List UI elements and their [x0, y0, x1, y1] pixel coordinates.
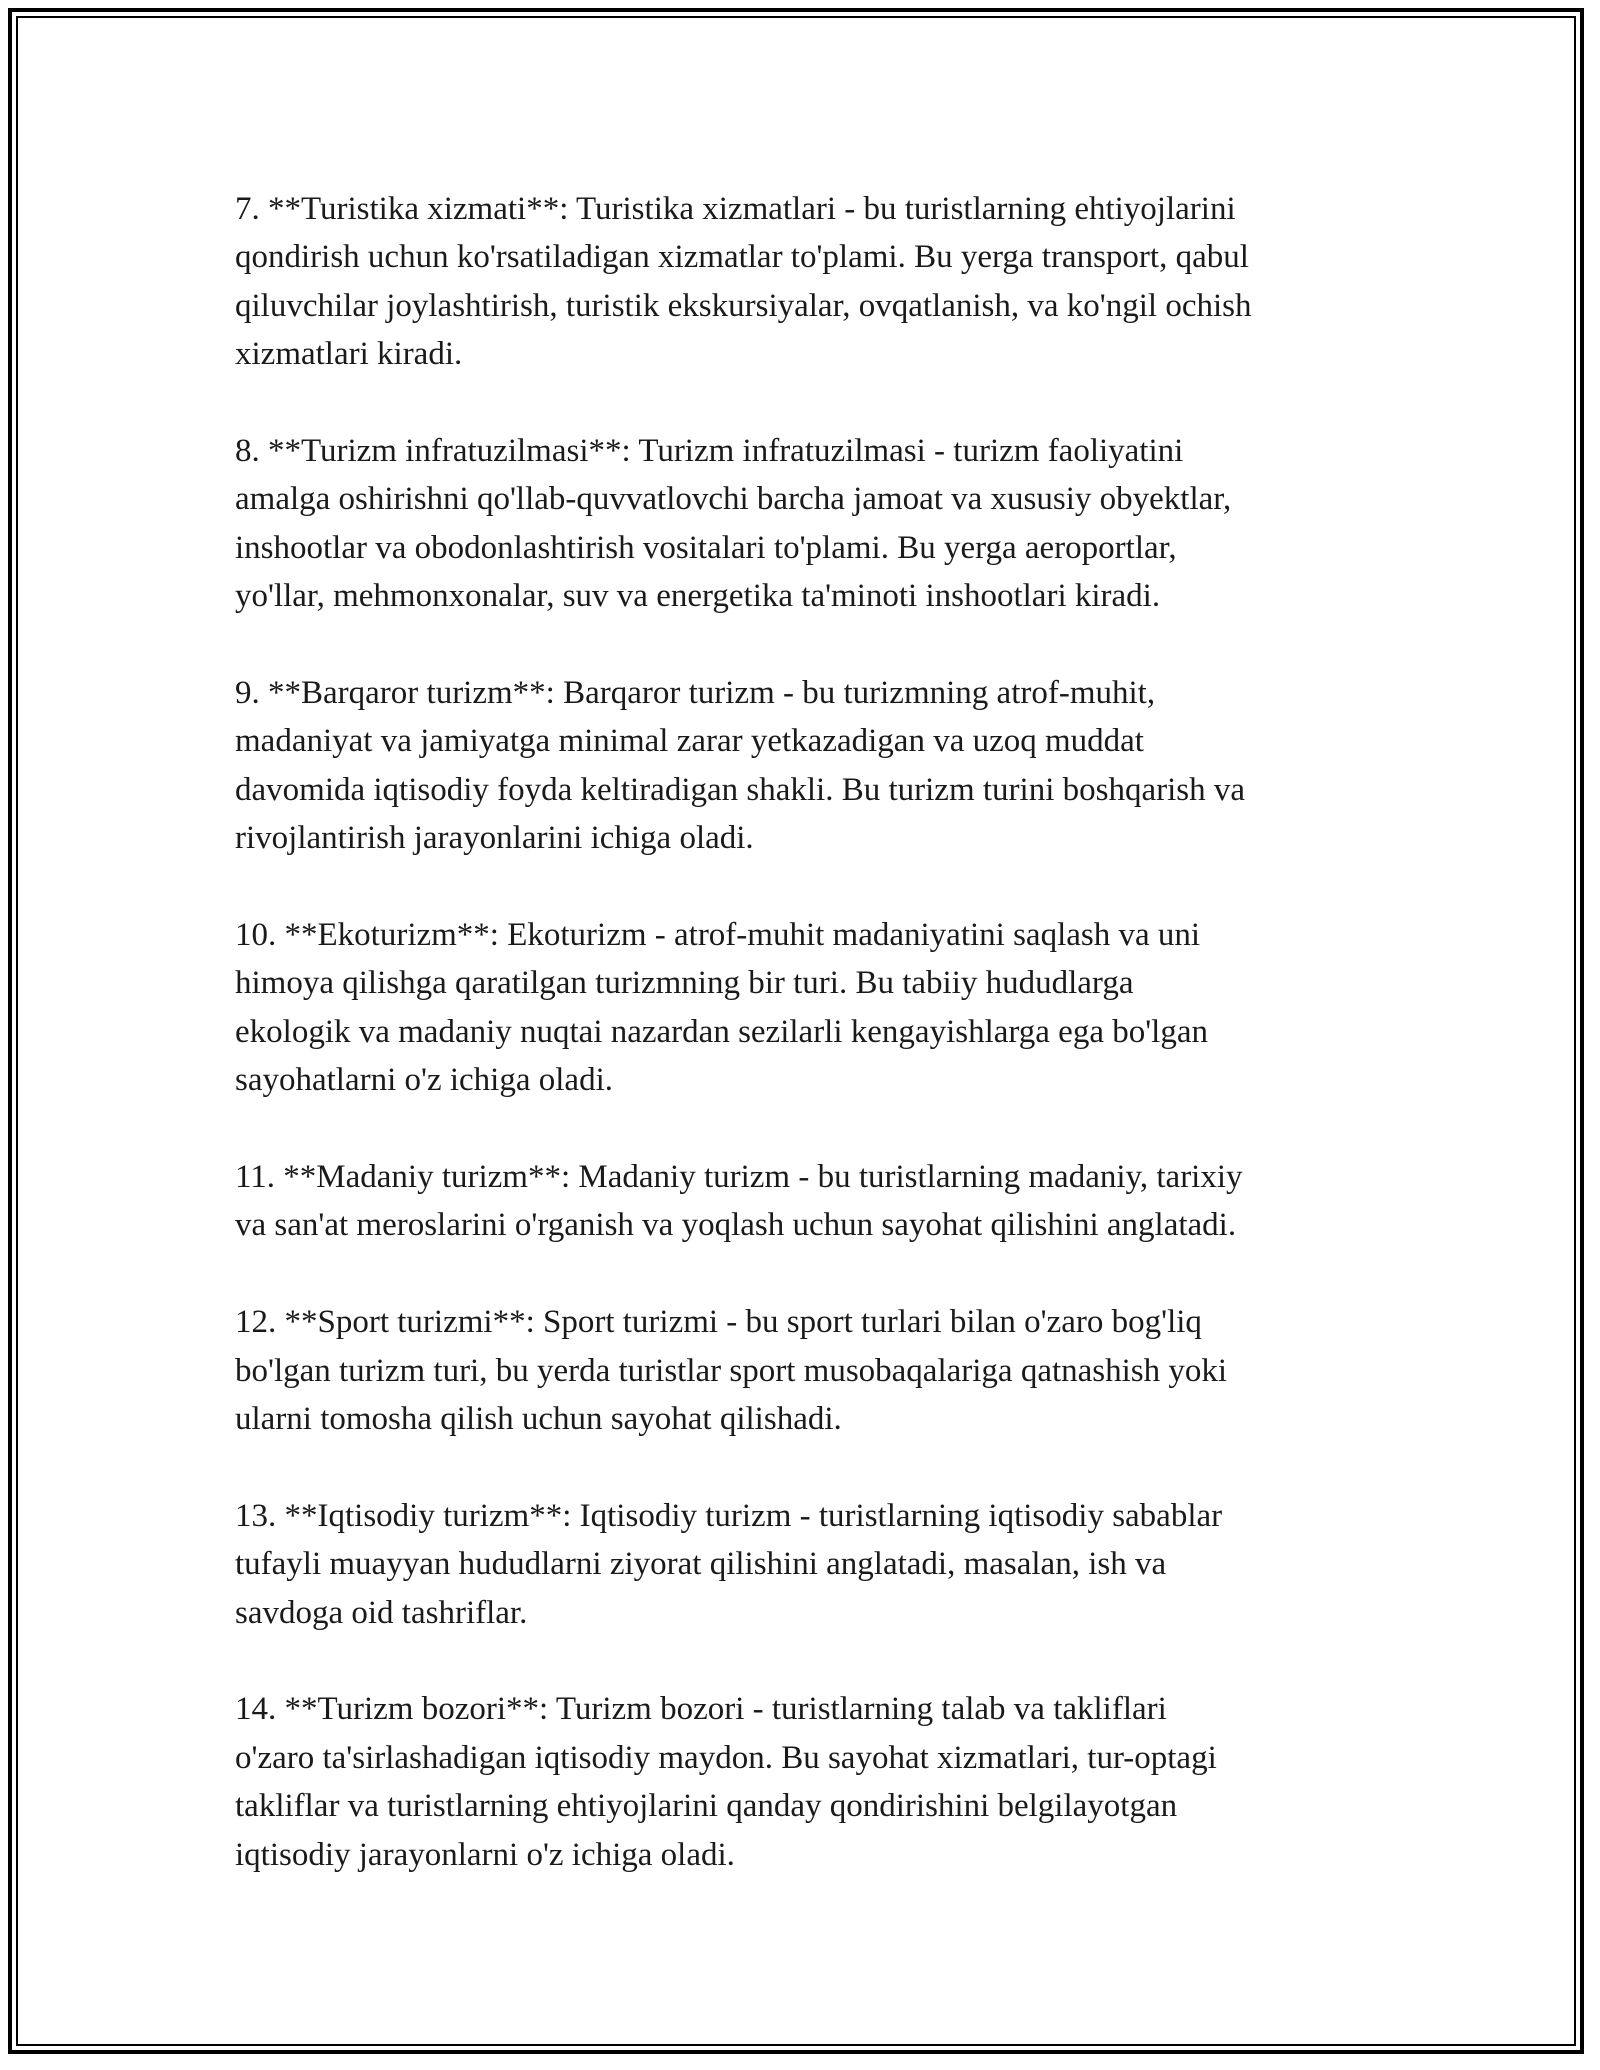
paragraph-10: 10. **Ekoturizm**: Ekoturizm - atrof-muhit madaniyatini saqlash va uni himoya qilishga qaratilgan turizmning bir turi. Bu tabiiy hududlarga ekologik va madaniy nuqtai nazardan sezilarli kengayishlarga ega bo'lgan sayohatlarni o'z ichiga oladi. [235, 917, 1208, 1099]
paragraph-7: 7. **Turistika xizmati**: Turistika xizmatlari - bu turistlarning ehtiyojlarini qondirish uchun ko'rsatiladigan xizmatlar to'plami. Bu yerga transport, qabul qiluvchilar joylashtirish, turistik ekskursiyalar, ovqatlanish, va ko'ngil ochish xizmatlari kiradi. [235, 191, 1252, 373]
document-body [235, 185, 1385, 1928]
paragraph-13: 13. **Iqtisodiy turizm**: Iqtisodiy turizm - turistlarning iqtisodiy sabablar tufayli muayyan hududlarni ziyorat qilishini anglatadi, masalan, ish va savdoga oid tashriflar. [235, 1497, 1223, 1631]
paragraph-9: 9. **Barqaror turizm**: Barqaror turizm - bu turizmning atrof-muhit, madaniyat va jamiyatga minimal zarar yetkazadigan va uzoq muddat davomida iqtisodiy foyda keltiradigan shakli. Bu turizm turini boshqarish va rivojlantirish jarayonlarini ichiga oladi. [235, 675, 1245, 857]
paragraph-12: 12. **Sport turizmi**: Sport turizmi - bu sport turlari bilan o'zaro bog'liq bo'lgan turizm turi, bu yerda turistlar sport musobaqalariga qatnashish yoki ularni tomosha qilish uchun sayohat qilishadi. [235, 1304, 1228, 1438]
paragraph-11: 11. **Madaniy turizm**: Madaniy turizm - bu turistlarning madaniy, tarixiy va san'at meroslarini o'rganish va yoqlash uchun sayohat qilishini anglatadi. [235, 1159, 1243, 1244]
paragraph-14: 14. **Turizm bozori**: Turizm bozori - turistlarning talab va takliflari o'zaro ta'sirlashadigan iqtisodiy maydon. Bu sayohat xizmatlari, tur-optagi takliflar va turistlarning ehtiyojlarini qanday qondirishini belgilayotgan iqtisodiy jarayonlarni o'z ichiga oladi. [235, 1691, 1217, 1873]
paragraph-8: 8. **Turizm infratuzilmasi**: Turizm infratuzilmasi - turizm faoliyatini amalga oshirishni qo'llab-quvvatlovchi barcha jamoat va xususiy obyektlar, inshootlar va obodonlashtirish vositalari to'plami. Bu yerga aeroportlar, yo'llar, mehmonxonalar, suv va energetika ta'minoti inshootlari kiradi. [235, 433, 1232, 615]
